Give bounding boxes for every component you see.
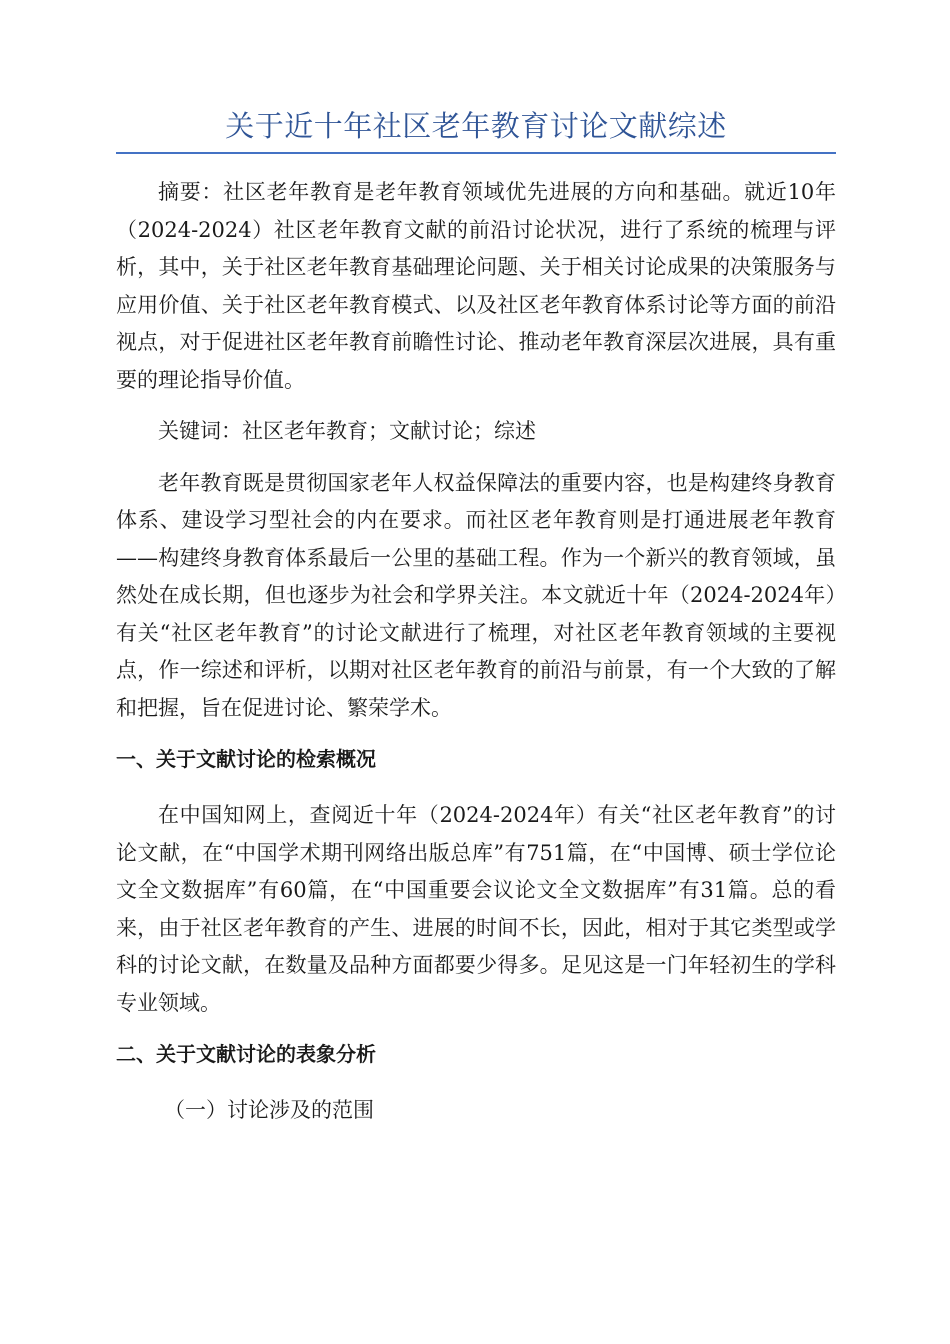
abstract-text: 社区老年教育是老年教育领域优先进展的方向和基础。就近10年（2024-2024）社区老年教育文献的前沿讨论状况，进行了系统的梳理与评析，其中，关于社区老年教育基础理论问题、关于相关讨论成果的决策服务与应用价值、关于社区老年教育模式、以及社区老年教育体系讨论等方面的前沿视点，对于促进社区老年教育前瞻性讨论、推动老年教育深层次进展，具有重要的理论指导价值。 [116, 180, 836, 392]
section1-paragraph: 在中国知网上，查阅近十年（2024-2024年）有关“社区老年教育”的讨论文献，在“中国学术期刊网络出版总库”有751篇，在“中国博、硕士学位论文全文数据库”有60篇，在“中国重要会议论文全文数据库”有31篇。总的看来，由于社区老年教育的产生、进展的时间不长，因此，相对于其它类型或学科的讨论文献，在数量及品种方面都要少得多。足见这是一门年轻初生的学科专业领域。 [116, 803, 836, 1015]
document-page [116, 104, 836, 1128]
keywords-paragraph [116, 413, 836, 451]
abstract-label: 摘要： [158, 180, 224, 204]
title-block [116, 104, 836, 154]
intro-paragraph: 老年教育既是贯彻国家老年人权益保障法的重要内容，也是构建终身教育体系、建设学习型社会的内在要求。而社区老年教育则是打通进展老年教育——构建终身教育体系最后一公里的基础工程。作为一个新兴的教育领域，虽然处在成长期，但也逐步为社会和学界关注。本文就近十年（2024-2024年）有关“社区老年教育”的讨论文献进行了梳理，对社区老年教育领域的主要视点，作一综述和评析，以期对社区老年教育的前沿与前景，有一个大致的了解和把握，旨在促进讨论、繁荣学术。 [116, 470, 836, 720]
section1-heading: 一、关于文献讨论的检索概况 [116, 747, 376, 771]
section2-subheading: （一）讨论涉及的范围 [164, 1098, 374, 1122]
keywords-text: 社区老年教育；文献讨论；综述 [242, 419, 536, 443]
keywords-label: 关键词： [158, 419, 242, 443]
document-title: 关于近十年社区老年教育讨论文献综述 [225, 109, 727, 143]
abstract-paragraph [116, 174, 836, 399]
section2-heading: 二、关于文献讨论的表象分析 [116, 1042, 376, 1066]
